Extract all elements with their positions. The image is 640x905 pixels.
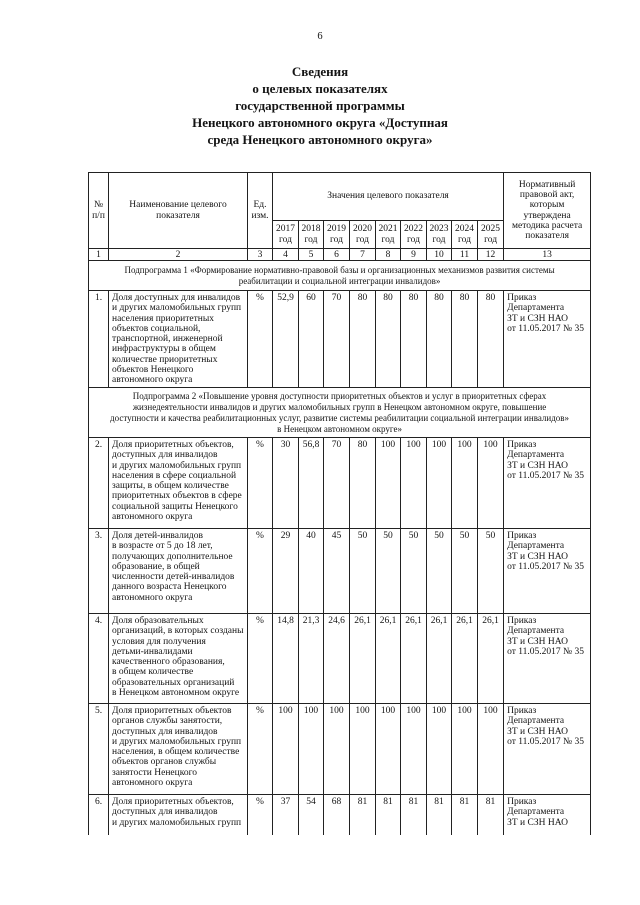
value-cell: 81: [376, 795, 401, 835]
value-cell: 80: [350, 291, 376, 388]
page-number: 6: [317, 31, 323, 42]
value-cell: 100: [401, 438, 427, 529]
year-header-cell: 2019 год: [324, 221, 350, 249]
value-cell: 80: [376, 291, 401, 388]
year-header-cell: 2023 год: [427, 221, 452, 249]
year-header-cell: 2018 год: [299, 221, 324, 249]
value-cell: 40: [299, 529, 324, 614]
value-cell: 50: [427, 529, 452, 614]
value-cell: 100: [427, 438, 452, 529]
value-cell: 24,6: [324, 614, 350, 704]
value-cell: 80: [478, 291, 504, 388]
table-row: [89, 291, 591, 388]
column-number-cell: 8: [376, 249, 401, 261]
value-cell: 100: [376, 438, 401, 529]
legal-act-cell: Приказ Департамента ЗТ и СЗН НАО от 11.05.2017 № 35: [504, 291, 591, 388]
value-cell: 70: [324, 438, 350, 529]
value-cell: 100: [350, 704, 376, 795]
year-header-cell: 2024 год: [452, 221, 478, 249]
value-cell: 56,8: [299, 438, 324, 529]
header-number: № п/п: [89, 173, 109, 249]
column-number-cell: 3: [248, 249, 273, 261]
column-number-cell: 11: [452, 249, 478, 261]
indicator-name-cell: Доля приоритетных объектов, доступных для инвалидов и других маломобильных групп населения в сфере социальной защиты, в общем количестве приоритетных объектов в сфере социальной защиты Ненецкого автономного округа: [109, 438, 248, 529]
value-cell: 45: [324, 529, 350, 614]
value-cell: 80: [427, 291, 452, 388]
legal-act-cell: Приказ Департамента ЗТ и СЗН НАО от 11.05.2017 № 35: [504, 704, 591, 795]
value-cell: 54: [299, 795, 324, 835]
subprogram-row: [89, 261, 591, 291]
column-number-cell: 4: [273, 249, 299, 261]
legal-act-cell: Приказ Департамента ЗТ и СЗН НАО от 11.05.2017 № 35: [504, 529, 591, 614]
value-cell: 50: [452, 529, 478, 614]
unit-cell: %: [248, 529, 273, 614]
header-values: Значения целевого показателя: [273, 173, 504, 221]
table-row: [89, 704, 591, 795]
title-line: среда Ненецкого автономного округа»: [207, 132, 433, 147]
indicator-name-cell: Доля доступных для инвалидов и других маломобильных групп населения приоритетных объектов социальной, транспортной, инженерной инфраструктуры в общем количестве приоритетных объектов Ненецкого автономного округа: [109, 291, 248, 388]
header-row: [89, 173, 591, 221]
row-number-cell: 6.: [89, 795, 109, 835]
value-cell: 29: [273, 529, 299, 614]
value-cell: 26,1: [350, 614, 376, 704]
legal-act-cell: Приказ Департамента ЗТ и СЗН НАО от 11.05.2017 № 35: [504, 438, 591, 529]
row-number-cell: 3.: [89, 529, 109, 614]
table-row: [89, 614, 591, 704]
value-cell: 26,1: [401, 614, 427, 704]
value-cell: 50: [376, 529, 401, 614]
value-cell: 81: [350, 795, 376, 835]
subprogram-title: Подпрограмма 1 «Формирование нормативно-правовой базы и организационных механизмов развития системы реабилитации и социальной интеграции инвалидов»: [89, 261, 591, 291]
year-header-cell: 2017 год: [273, 221, 299, 249]
value-cell: 100: [401, 704, 427, 795]
column-number-cell: 12: [478, 249, 504, 261]
title-line: государственной программы: [235, 98, 405, 113]
value-cell: 26,1: [376, 614, 401, 704]
value-cell: 81: [401, 795, 427, 835]
title-line: Сведения: [291, 64, 349, 79]
value-cell: 100: [427, 704, 452, 795]
value-cell: 100: [376, 704, 401, 795]
column-number-cell: 13: [504, 249, 591, 261]
value-cell: 80: [401, 291, 427, 388]
column-number-cell: 7: [350, 249, 376, 261]
value-cell: 100: [452, 704, 478, 795]
value-cell: 26,1: [478, 614, 504, 704]
indicators-table: [88, 172, 591, 835]
column-number-cell: 10: [427, 249, 452, 261]
year-header-cell: 2020 год: [350, 221, 376, 249]
header-indicator-name: Наименование целевого показателя: [109, 173, 248, 249]
header-legal-act: Нормативный правовой акт, которым утверждена методика расчета показателя: [504, 173, 591, 249]
value-cell: 26,1: [452, 614, 478, 704]
value-cell: 100: [452, 438, 478, 529]
unit-cell: %: [248, 614, 273, 704]
column-number-cell: 1: [89, 249, 109, 261]
value-cell: 50: [401, 529, 427, 614]
value-cell: 50: [478, 529, 504, 614]
value-cell: 21,3: [299, 614, 324, 704]
value-cell: 26,1: [427, 614, 452, 704]
table-row: [89, 795, 591, 835]
column-number-cell: 9: [401, 249, 427, 261]
column-number-row: [89, 249, 591, 261]
year-header-cell: 2025 год: [478, 221, 504, 249]
title-line: Ненецкого автономного округа «Доступная: [192, 115, 448, 130]
unit-cell: %: [248, 291, 273, 388]
year-header-cell: 2022 год: [401, 221, 427, 249]
row-number-cell: 1.: [89, 291, 109, 388]
value-cell: 81: [478, 795, 504, 835]
value-cell: 100: [478, 704, 504, 795]
value-cell: 70: [324, 291, 350, 388]
header-unit: Ед. изм.: [248, 173, 273, 249]
value-cell: 68: [324, 795, 350, 835]
value-cell: 100: [478, 438, 504, 529]
legal-act-cell: Приказ Департамента ЗТ и СЗН НАО: [504, 795, 591, 835]
value-cell: 37: [273, 795, 299, 835]
value-cell: 30: [273, 438, 299, 529]
indicator-name-cell: Доля детей-инвалидов в возрасте от 5 до 18 лет, получающих дополнительное образование, в общей численности детей-инвалидов данного возраста Ненецкого автономного округа: [109, 529, 248, 614]
unit-cell: %: [248, 704, 273, 795]
value-cell: 81: [452, 795, 478, 835]
value-cell: 80: [350, 438, 376, 529]
value-cell: 100: [299, 704, 324, 795]
value-cell: 81: [427, 795, 452, 835]
column-number-cell: 6: [324, 249, 350, 261]
value-cell: 52,9: [273, 291, 299, 388]
table-row: [89, 529, 591, 614]
value-cell: 100: [273, 704, 299, 795]
column-number-cell: 5: [299, 249, 324, 261]
year-header-cell: 2021 год: [376, 221, 401, 249]
document-title: [0, 63, 640, 148]
unit-cell: %: [248, 438, 273, 529]
unit-cell: %: [248, 795, 273, 835]
indicator-name-cell: Доля образовательных организаций, в которых созданы условия для получения детьми-инвалидами качественного образования, в общем количестве образовательных организаций в Ненецком автономном округе: [109, 614, 248, 704]
subprogram-row: [89, 388, 591, 438]
value-cell: 50: [350, 529, 376, 614]
indicator-name-cell: Доля приоритетных объектов органов службы занятости, доступных для инвалидов и других маломобильных групп населения, в общем количестве объектов органов службы занятости Ненецкого автономного округа: [109, 704, 248, 795]
legal-act-cell: Приказ Департамента ЗТ и СЗН НАО от 11.05.2017 № 35: [504, 614, 591, 704]
value-cell: 60: [299, 291, 324, 388]
title-line: о целевых показателях: [252, 81, 388, 96]
row-number-cell: 5.: [89, 704, 109, 795]
table-row: [89, 438, 591, 529]
row-number-cell: 4.: [89, 614, 109, 704]
value-cell: 14,8: [273, 614, 299, 704]
indicator-name-cell: Доля приоритетных объектов, доступных для инвалидов и других маломобильных групп: [109, 795, 248, 835]
row-number-cell: 2.: [89, 438, 109, 529]
column-number-cell: 2: [109, 249, 248, 261]
subprogram-title: Подпрограмма 2 «Повышение уровня доступности приоритетных объектов и услуг в приоритетных сферах жизнедеятельности инвалидов и других маломобильных групп в Ненецком автономном округе, повышение доступности и качества реабилитационных услуг, развитие системы реабилитации социальной интеграции инвалидов» в Ненецком автономном округе»: [89, 388, 591, 438]
value-cell: 80: [452, 291, 478, 388]
value-cell: 100: [324, 704, 350, 795]
